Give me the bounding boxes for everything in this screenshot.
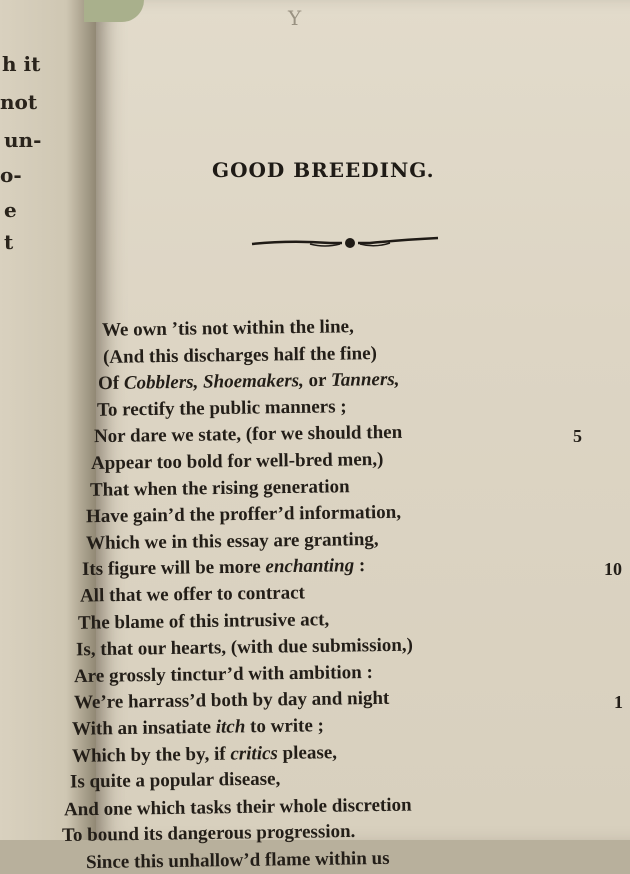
poem-line: All that we offer to contract	[79, 582, 306, 607]
poem-line: And one which tasks their whole discretion	[63, 794, 412, 821]
poem-line: Nor dare we state, (for we should then	[93, 422, 403, 448]
poem-line: We own ’tis not within the line,	[101, 316, 354, 341]
left-page-fragment: un-	[4, 128, 42, 152]
line-number: 5	[573, 426, 582, 447]
left-page-fragment: o-	[0, 163, 22, 187]
poem-line: Of Cobblers, Shoemakers, or Tanners,	[97, 369, 400, 395]
left-page-fragment: e	[4, 198, 17, 222]
poem-line: (And this discharges half the fine)	[102, 342, 378, 368]
poem-line: To rectify the public manners ;	[96, 396, 347, 421]
poem-line: We’re harrass’d both by day and night	[73, 688, 390, 714]
poem-line: To bound its dangerous progression.	[61, 821, 356, 847]
poem-line: With an insatiate itch to write ;	[71, 715, 325, 740]
poem-line: Have gain’d the proffer’d information,	[85, 501, 402, 528]
poem-line: Appear too bold for well-bred men,)	[90, 448, 384, 475]
poem-line: Are grossly tinctur’d with ambition :	[73, 661, 374, 687]
poem-line: Its figure will be more enchanting :	[81, 555, 366, 581]
left-page-fragment: h it	[2, 52, 41, 76]
line-number: 1	[614, 692, 623, 713]
poem-line: Is quite a popular disease,	[69, 768, 281, 793]
poem-line: Is, that our hearts, (with due submission,)	[75, 634, 414, 661]
left-page-edge	[0, 0, 110, 840]
poem-line: Which by the by, if critics please,	[71, 741, 338, 767]
poem-line: Which we in this essay are granting,	[85, 528, 379, 554]
left-page-fragment: not	[0, 90, 38, 114]
poem-line: The blame of this intrusive act,	[77, 608, 330, 634]
poem-line: That when the rising generation	[89, 475, 350, 501]
page-title: GOOD BREEDING.	[212, 158, 435, 182]
line-number: 10	[604, 559, 622, 580]
poem-line: Since this unhallow’d flame within us	[85, 847, 390, 874]
page-mark: Y	[288, 6, 302, 30]
ornament-divider-icon	[250, 232, 440, 254]
left-page-fragment: t	[4, 230, 14, 254]
